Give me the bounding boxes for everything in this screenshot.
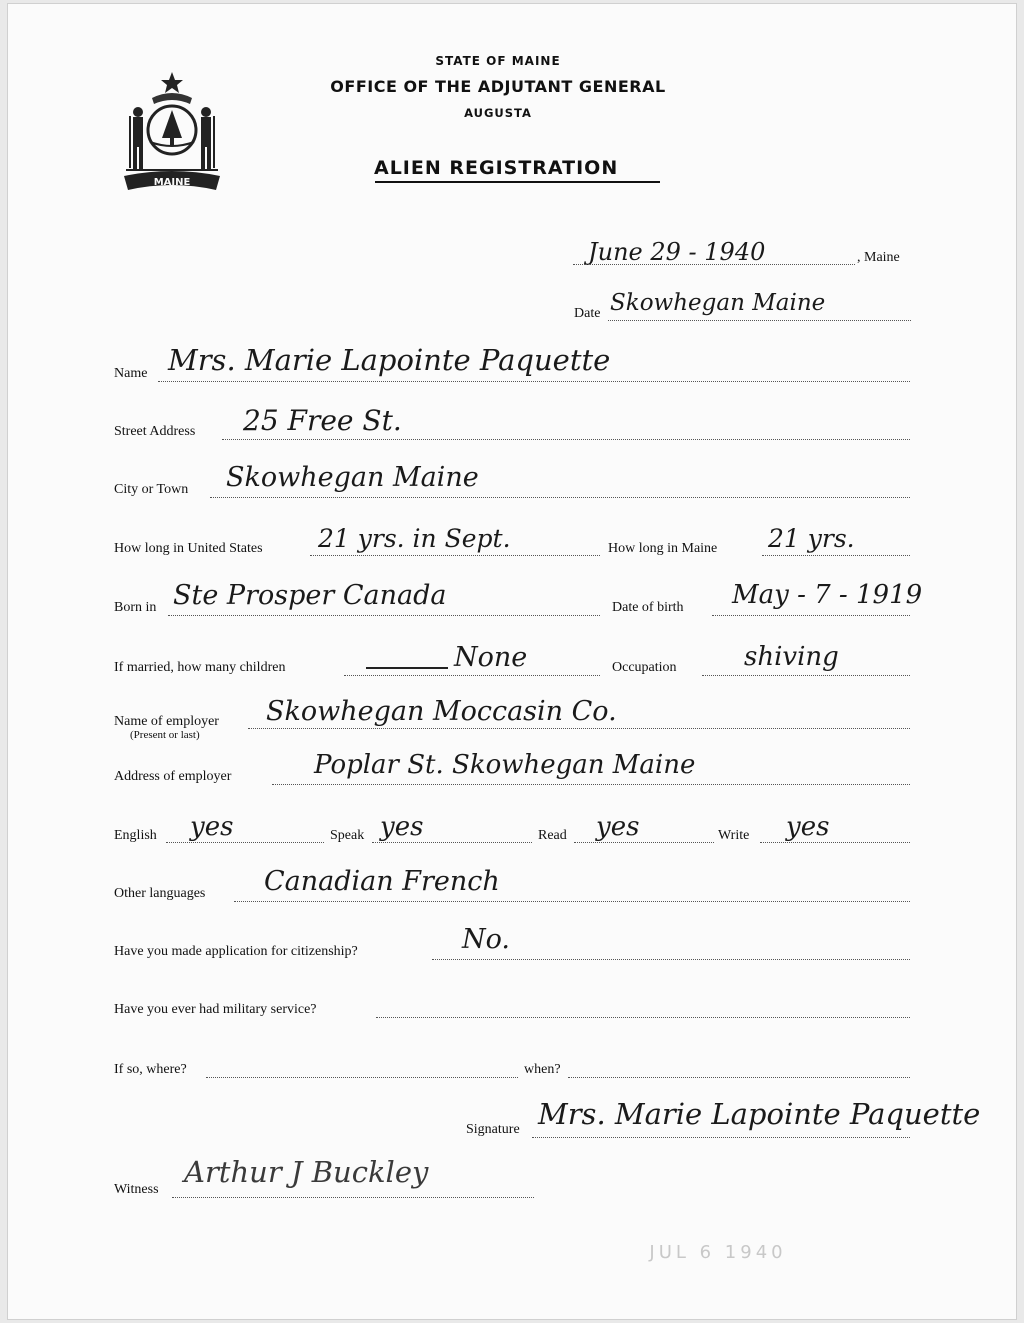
where-line (206, 1077, 518, 1078)
date-place-entry: Skowhegan Maine (610, 290, 826, 316)
maine-seal-icon (116, 68, 228, 198)
city-line (210, 497, 910, 498)
registration-form (8, 4, 1016, 1319)
employer-note: (Present or last) (130, 729, 200, 741)
speak-label: Speak (330, 828, 365, 843)
children-entry: None (454, 642, 528, 673)
english-label: English (114, 828, 157, 843)
date-of-birth-line (712, 615, 910, 616)
english-entry: yes (190, 812, 234, 842)
state-heading: STATE OF MAINE (435, 54, 561, 68)
street-label: Street Address (114, 424, 196, 439)
date-label: Date (574, 306, 601, 321)
witness-label: Witness (114, 1182, 159, 1197)
how-long-maine-line (762, 555, 910, 556)
date-entry: June 29 - 1940 (588, 238, 766, 266)
how-long-us-line (310, 555, 600, 556)
how-long-us-entry: 21 yrs. in Sept. (318, 524, 511, 553)
occupation-label: Occupation (612, 660, 677, 675)
when-label: when? (524, 1062, 561, 1077)
date-of-birth-entry: May - 7 - 1919 (732, 580, 923, 610)
employer-line (248, 728, 910, 729)
employer-label: Name of employer (114, 714, 219, 729)
children-label: If married, how many children (114, 660, 286, 675)
date-place-line (608, 320, 911, 321)
read-line (574, 842, 714, 843)
citizenship-entry: No. (462, 924, 510, 955)
occupation-line (702, 675, 910, 676)
signature-line (532, 1137, 910, 1138)
date-of-birth-label: Date of birth (612, 600, 684, 615)
read-label: Read (538, 828, 567, 843)
svg-text:MAINE: MAINE (153, 177, 191, 188)
name-line (158, 381, 910, 382)
city-label: City or Town (114, 482, 189, 497)
citizenship-label: Have you made application for citizenship? (114, 944, 358, 959)
born-in-line (168, 615, 600, 616)
maine-label: , Maine (857, 250, 900, 265)
witness-entry: Arthur J Buckley (184, 1155, 429, 1189)
employer-entry: Skowhegan Moccasin Co. (266, 696, 617, 727)
children-line (344, 675, 600, 676)
how-long-us-label: How long in United States (114, 541, 263, 556)
city-heading: AUGUSTA (464, 106, 532, 120)
occupation-entry: shiving (744, 642, 839, 672)
write-entry: yes (786, 812, 830, 842)
where-label: If so, where? (114, 1062, 187, 1077)
received-stamp (588, 1236, 848, 1266)
english-line (166, 842, 324, 843)
name-label: Name (114, 366, 148, 381)
children-dash (366, 667, 448, 669)
office-heading: OFFICE OF THE ADJUTANT GENERAL (330, 77, 666, 96)
signature-label: Signature (466, 1122, 520, 1137)
other-languages-entry: Canadian French (264, 866, 500, 897)
employer-address-line (272, 784, 910, 785)
date-line (573, 264, 855, 265)
born-in-entry: Ste Prosper Canada (173, 580, 447, 611)
military-label: Have you ever had military service? (114, 1002, 317, 1017)
military-line (376, 1017, 910, 1018)
stamp-text: JUL 6 1940 (649, 1242, 787, 1263)
name-entry: Mrs. Marie Lapointe Paquette (168, 343, 611, 377)
citizenship-line (432, 959, 910, 960)
form-title: ALIEN REGISTRATION (374, 157, 619, 179)
born-in-label: Born in (114, 600, 157, 615)
other-languages-label: Other languages (114, 886, 206, 901)
write-line (760, 842, 910, 843)
when-line (568, 1077, 910, 1078)
how-long-maine-label: How long in Maine (608, 541, 718, 556)
street-entry: 25 Free St. (243, 404, 402, 437)
title-underline (375, 181, 660, 183)
employer-address-label: Address of employer (114, 769, 232, 784)
signature-entry: Mrs. Marie Lapointe Paquette (538, 1097, 981, 1131)
other-languages-line (234, 901, 910, 902)
speak-entry: yes (380, 812, 424, 842)
how-long-maine-entry: 21 yrs. (768, 524, 855, 553)
employer-address-entry: Poplar St. Skowhegan Maine (314, 750, 696, 780)
write-label: Write (718, 828, 750, 843)
read-entry: yes (596, 812, 640, 842)
witness-line (172, 1197, 534, 1198)
street-line (222, 439, 910, 440)
city-entry: Skowhegan Maine (226, 462, 479, 493)
speak-line (372, 842, 532, 843)
